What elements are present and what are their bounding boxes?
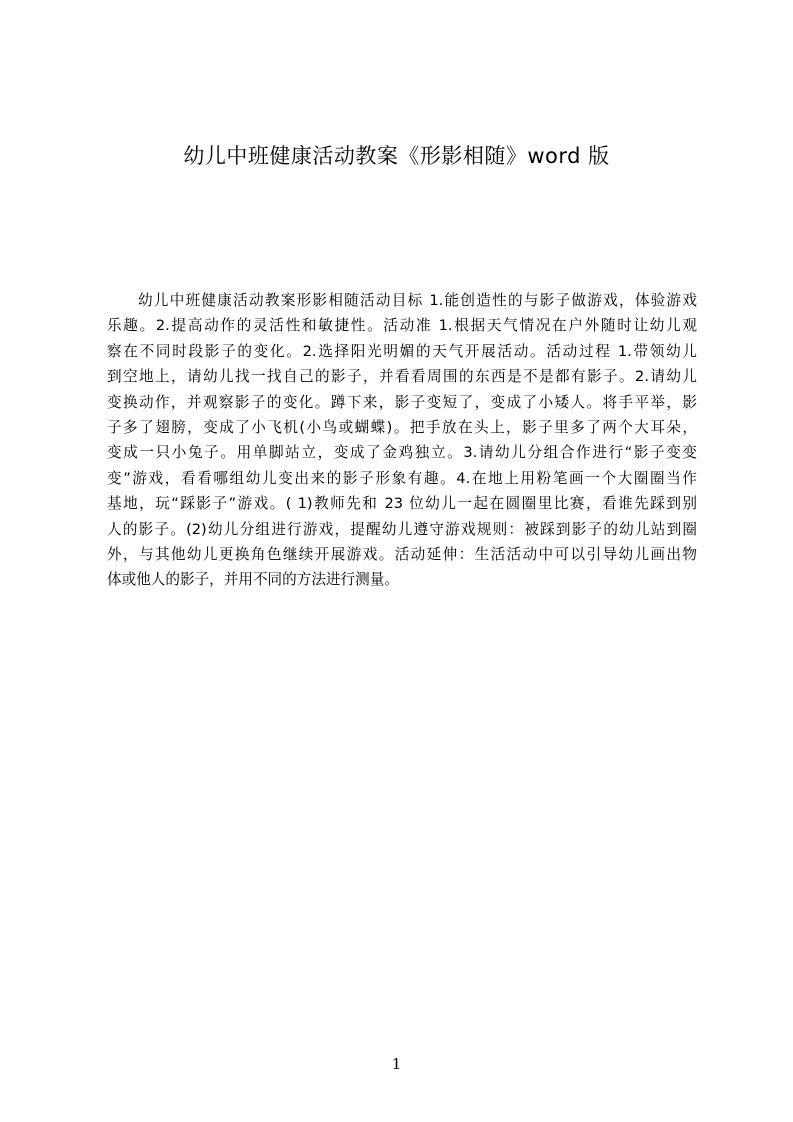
body-line: 幼儿中班健康活动教案形影相随活动目标 1.能创造性的与影子做游戏，体验游戏 xyxy=(138,292,697,309)
body-line: 体或他人的影子，并用不同的方法进行测量。 xyxy=(107,571,399,589)
document-title: 幼儿中班健康活动教案《形影相随》word 版 xyxy=(183,144,610,168)
page-number: 1 xyxy=(391,1055,402,1073)
body-line: 变”游戏，看看哪组幼儿变出来的影子形象有趣。4.在地上用粉笔画一个大圈圈当作 xyxy=(107,469,697,487)
body-line: 外，与其他幼儿更换角色继续开展游戏。活动延伸：生活活动中可以引导幼儿画出物 xyxy=(107,546,697,564)
body-line: 到空地上，请幼儿找一找自己的影子，并看看周围的东西是不是都有影子。2.请幼儿 xyxy=(107,368,697,386)
document-body xyxy=(107,288,697,593)
body-line: 人的影子。(2)幼儿分组进行游戏，提醒幼儿遵守游戏规则：被踩到影子的幼儿站到圈 xyxy=(107,520,697,538)
body-line: 乐趣。2.提高动作的灵活性和敏捷性。活动准 1.根据天气情况在户外随时让幼儿观 xyxy=(107,317,697,335)
body-line: 基地，玩“踩影子”游戏。( 1)教师先和 23 位幼儿一起在圆圈里比赛，看谁先踩到别 xyxy=(107,495,697,513)
body-line: 子多了翅膀，变成了小飞机(小鸟或蝴蝶)。把手放在头上，影子里多了两个大耳朵， xyxy=(107,419,697,437)
body-line: 察在不同时段影子的变化。2.选择阳光明媚的天气开展活动。活动过程 1.带领幼儿 xyxy=(107,342,697,360)
body-line: 变换动作，并观察影子的变化。蹲下来，影子变短了，变成了小矮人。将手平举，影 xyxy=(107,393,697,411)
body-line: 变成一只小兔子。用单脚站立，变成了金鸡独立。3.请幼儿分组合作进行“影子变变 xyxy=(107,444,697,462)
